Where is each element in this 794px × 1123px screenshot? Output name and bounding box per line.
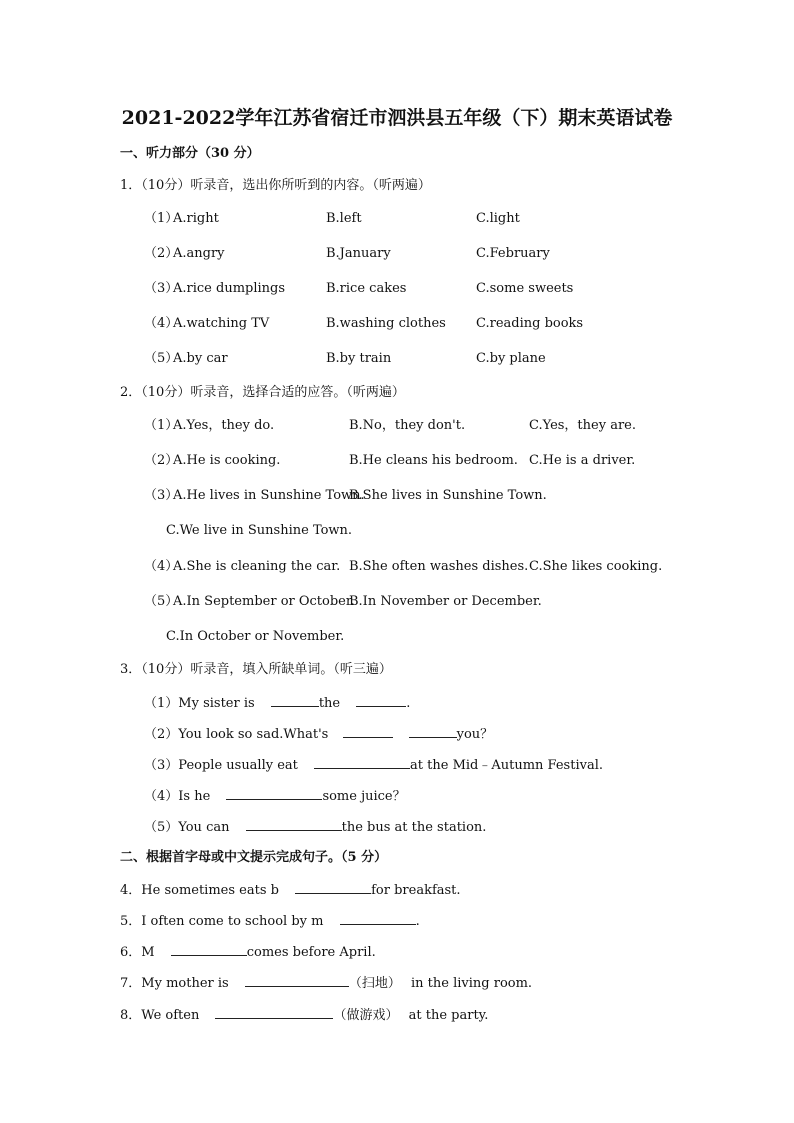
item-number: （1）	[144, 211, 179, 226]
option-a: A.He lives in Sunshine Town.	[173, 488, 365, 503]
sentence-text: My mother is	[141, 976, 229, 991]
q1-item-2	[144, 246, 764, 262]
sentence-text: at the party.	[408, 1008, 489, 1023]
q3-item-1	[144, 694, 410, 712]
option-b: B.She often washes dishes.	[349, 559, 529, 574]
option-c: C.light	[476, 211, 520, 226]
option-b: B.by train	[326, 351, 392, 366]
option-a: A.by car	[173, 351, 228, 366]
sentence-text: You can	[178, 820, 230, 835]
chinese-hint: （做游戏）	[333, 1008, 399, 1023]
answer-blank[interactable]	[245, 974, 349, 987]
q2-item-5	[144, 594, 764, 610]
item-number: （2）	[144, 453, 179, 468]
question-5	[120, 912, 420, 930]
q3-item-3	[144, 756, 603, 774]
item-number: （3）	[144, 758, 179, 773]
option-b: B.January	[326, 246, 391, 261]
sentence-text: My sister is	[178, 696, 255, 711]
option-c: C.He is a driver.	[529, 453, 636, 468]
question-3-stem: 3．（10分）听录音，填入所缺单词。（听三遍）	[120, 662, 392, 677]
sentence-text: at the Mid﹣Autumn Festival.	[410, 758, 603, 773]
q3-item-2	[144, 725, 493, 743]
item-number: 6．	[120, 945, 142, 960]
sentence-text: for breakfast.	[371, 883, 461, 898]
option-c: C.by plane	[476, 351, 546, 366]
option-a: A.watching TV	[173, 316, 270, 331]
option-b: B.left	[326, 211, 362, 226]
answer-blank[interactable]	[343, 725, 393, 738]
q2-item-4	[144, 559, 764, 575]
item-number: 7．	[120, 976, 142, 991]
item-number: （2）	[144, 246, 179, 261]
section-1-heading: 一、听力部分（30 分）	[120, 146, 260, 161]
item-number: （5）	[144, 351, 179, 366]
option-b: B.No，they don't.	[349, 418, 466, 433]
section-2-heading: 二、根据首字母或中文提示完成句子。（5 分）	[120, 850, 388, 865]
q2-item-2	[144, 453, 764, 469]
question-8	[120, 1006, 488, 1024]
sentence-text: M	[141, 945, 155, 960]
sentence-text: the bus at the station.	[341, 820, 487, 835]
question-6	[120, 943, 376, 961]
item-number: 8．	[120, 1008, 142, 1023]
sentence-text: He sometimes eats b	[141, 883, 279, 898]
q2-item-3-option-c: C.We live in Sunshine Town.	[166, 523, 353, 538]
answer-blank[interactable]	[246, 818, 342, 831]
item-number: （5）	[144, 594, 179, 609]
answer-blank[interactable]	[340, 912, 416, 925]
option-c: C.some sweets	[476, 281, 574, 296]
option-c: C.reading books	[476, 316, 584, 331]
option-a: A.Yes，they do.	[173, 418, 275, 433]
question-7	[120, 974, 532, 992]
sentence-text: I often come to school by m	[141, 914, 324, 929]
question-2-stem: 2．（10分）听录音，选择合适的应答。（听两遍）	[120, 385, 405, 400]
option-a: A.He is cooking.	[173, 453, 281, 468]
option-a: A.angry	[173, 246, 225, 261]
answer-blank[interactable]	[171, 943, 247, 956]
option-a: A.She is cleaning the car.	[173, 559, 341, 574]
q3-item-5	[144, 818, 486, 836]
option-c: C.Yes，they are.	[529, 418, 636, 433]
option-b: B.In November or December.	[349, 594, 542, 609]
option-b: B.washing clothes	[326, 316, 446, 331]
sentence-text: comes before April.	[246, 945, 376, 960]
sentence-text: some juice？	[322, 789, 406, 804]
item-number: （5）	[144, 820, 179, 835]
chinese-hint: （扫地）	[348, 976, 401, 991]
q2-item-5-option-c: C.In October or November.	[166, 629, 345, 644]
sentence-text: You look so sad.What's	[178, 727, 329, 742]
option-b: B.She lives in Sunshine Town.	[349, 488, 547, 503]
answer-blank[interactable]	[295, 881, 371, 894]
option-a: A.rice dumplings	[173, 281, 286, 296]
q2-item-3	[144, 488, 764, 504]
item-number: 4．	[120, 883, 142, 898]
option-b: B.He cleans his bedroom.	[349, 453, 518, 468]
item-number: （1）	[144, 696, 179, 711]
item-number: （1）	[144, 418, 179, 433]
option-a: A.right	[173, 211, 219, 226]
q2-item-1	[144, 418, 764, 434]
answer-blank[interactable]	[271, 694, 319, 707]
answer-blank[interactable]	[215, 1006, 333, 1019]
option-c: C.February	[476, 246, 550, 261]
question-4	[120, 881, 461, 899]
sentence-text: We often	[141, 1008, 200, 1023]
q3-item-4	[144, 787, 406, 805]
sentence-text: .	[406, 696, 411, 711]
q1-item-3	[144, 281, 764, 297]
page-title: 2021-2022学年江苏省宿迁市泗洪县五年级（下）期末英语试卷	[121, 107, 673, 129]
answer-blank[interactable]	[409, 725, 457, 738]
question-1-stem: 1．（10分）听录音，选出你所听到的内容。（听两遍）	[120, 178, 431, 193]
option-b: B.rice cakes	[326, 281, 407, 296]
q1-item-1	[144, 211, 764, 227]
sentence-text: .	[415, 914, 420, 929]
item-number: （4）	[144, 316, 179, 331]
sentence-text: Is he	[178, 789, 211, 804]
q1-item-5	[144, 351, 764, 367]
item-number: （4）	[144, 559, 179, 574]
answer-blank[interactable]	[226, 787, 322, 800]
sentence-text: in the living room.	[411, 976, 533, 991]
sentence-text: People usually eat	[178, 758, 298, 773]
q1-item-4	[144, 316, 764, 332]
item-number: （3）	[144, 488, 179, 503]
option-c: C.She likes cooking.	[529, 559, 663, 574]
sentence-text: you？	[456, 727, 494, 742]
item-number: 5．	[120, 914, 142, 929]
answer-blank[interactable]	[314, 756, 410, 769]
item-number: （2）	[144, 727, 179, 742]
option-a: A.In September or October.	[173, 594, 355, 609]
item-number: （4）	[144, 789, 179, 804]
item-number: （3）	[144, 281, 179, 296]
answer-blank[interactable]	[356, 694, 406, 707]
sentence-text: the	[318, 696, 341, 711]
